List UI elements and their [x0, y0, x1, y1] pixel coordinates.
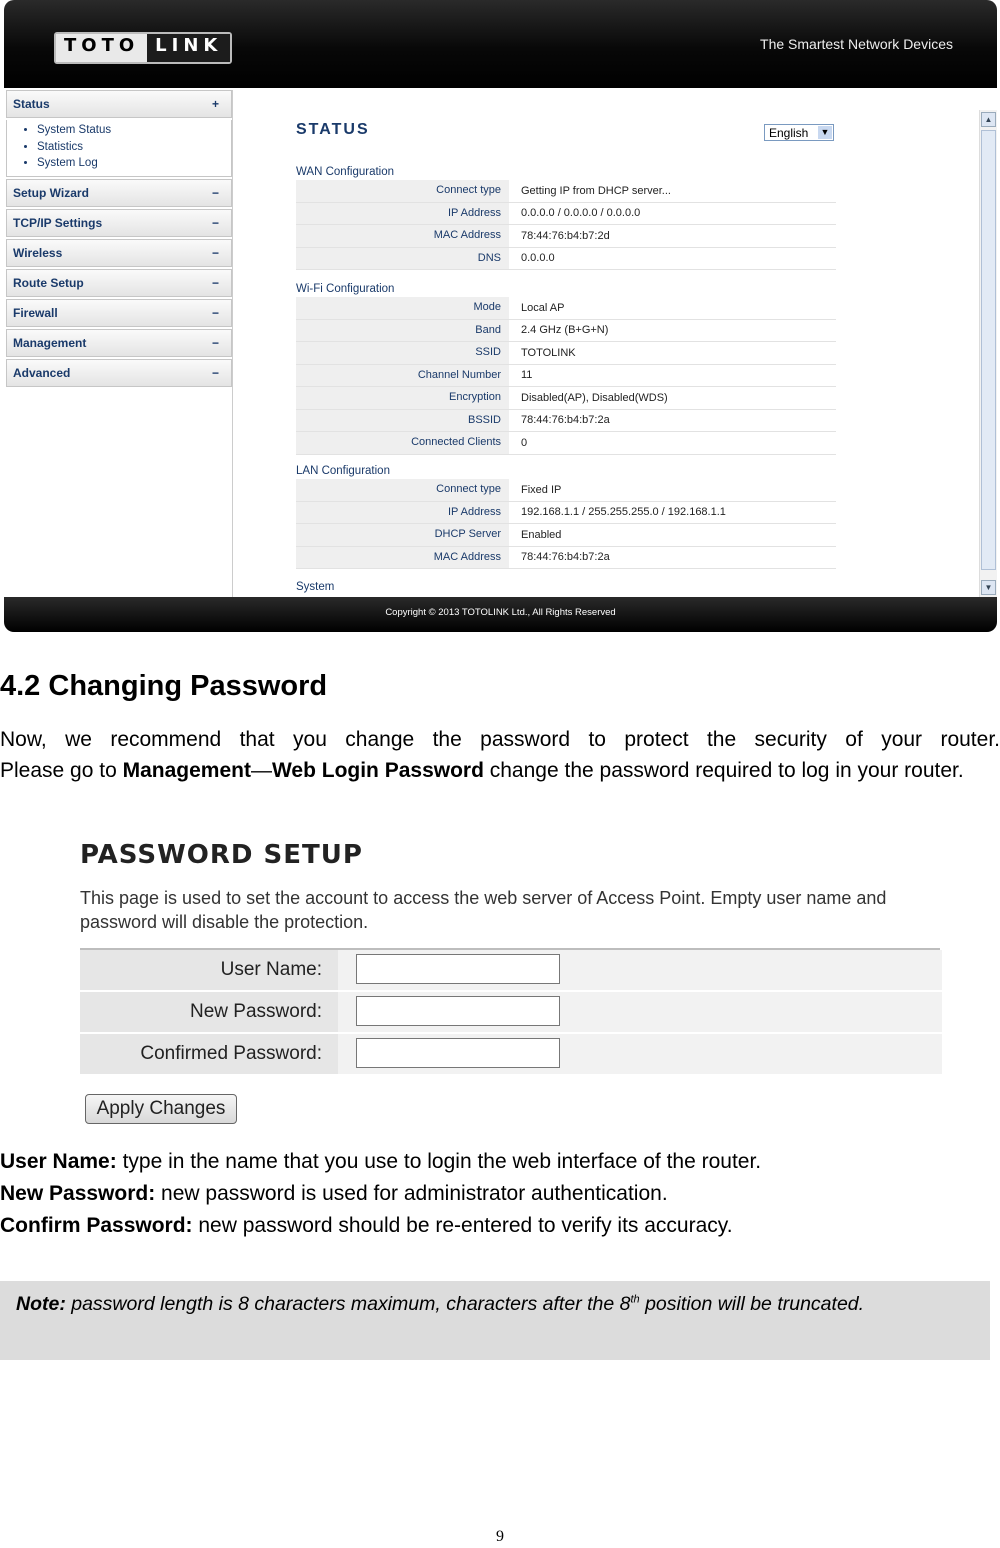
confirmed-password-label: Confirmed Password:	[80, 1034, 338, 1074]
sidebar-item-tcpip-settings[interactable]	[6, 209, 232, 237]
sidebar-item-label: Advanced	[13, 365, 71, 380]
row-key: DNS	[296, 248, 509, 270]
sidebar-item-route-setup[interactable]	[6, 269, 232, 297]
page-number: 9	[496, 1528, 504, 1545]
row-value: 2.4 GHz (B+G+N)	[521, 324, 609, 337]
status-submenu	[6, 120, 232, 177]
row-key: DHCP Server	[296, 524, 509, 546]
totolink-logo	[54, 32, 232, 64]
sidebar-item-label: Route Setup	[13, 275, 84, 290]
note-box	[0, 1281, 990, 1360]
chevron-down-icon: ▼	[818, 126, 832, 139]
def-text: type in the name that you use to login the web interface of the router.	[116, 1150, 762, 1173]
submenu-item-system-status[interactable]: • System Status	[37, 122, 231, 139]
row-value: 0.0.0.0 / 0.0.0.0 / 0.0.0.0	[521, 207, 641, 220]
table-row	[296, 180, 836, 203]
sidebar-item-label: Wireless	[13, 245, 63, 260]
scroll-up-icon[interactable]: ▲	[981, 112, 996, 127]
def-text: new password is used for administrator authentication.	[155, 1182, 668, 1205]
sidebar-item-label: Status	[13, 97, 50, 111]
intro-paragraph	[0, 724, 1000, 786]
row-value: 78:44:76:b4:b7:2a	[521, 414, 610, 427]
confirmed-password-input[interactable]	[356, 1038, 560, 1068]
row-value: Fixed IP	[521, 483, 562, 496]
table-row	[296, 524, 836, 547]
row-value: Disabled(AP), Disabled(WDS)	[521, 391, 668, 404]
username-label: User Name:	[80, 950, 338, 990]
logo-left: TOTO	[56, 34, 147, 62]
tagline: The Smartest Network Devices	[760, 36, 953, 52]
new-password-label: New Password:	[80, 992, 338, 1032]
note-sup: th	[630, 1293, 640, 1306]
note-text-1: password length is 8 characters maximum, characters after the 8	[65, 1293, 631, 1315]
table-row	[296, 248, 836, 271]
collapse-icon: −	[211, 185, 219, 200]
sidebar-item-wireless[interactable]	[6, 239, 232, 267]
definition-user-name	[0, 1146, 761, 1178]
table-row	[296, 547, 836, 570]
collapse-icon: −	[211, 335, 219, 350]
para-line-1: Now, we recommend that you change the password to protect the security of your router.	[0, 728, 1000, 751]
collapse-icon: −	[211, 245, 219, 260]
collapse-icon: −	[211, 215, 219, 230]
row-value: 192.168.1.1 / 255.255.255.0 / 192.168.1.1	[521, 506, 726, 519]
router-sidebar	[6, 90, 233, 597]
row-key: Connect type	[296, 180, 509, 202]
expand-icon: +	[211, 97, 219, 111]
apply-changes-button[interactable]: Apply Changes	[85, 1094, 237, 1124]
table-row	[296, 297, 836, 320]
router-header	[4, 0, 997, 88]
row-value: 11	[521, 369, 533, 382]
submenu-item-statistics[interactable]: • Statistics	[37, 139, 231, 156]
sidebar-item-label: Firewall	[13, 305, 58, 320]
table-row	[296, 479, 836, 502]
section-heading: 4.2 Changing Password	[0, 670, 328, 702]
logo-right: LINK	[147, 34, 230, 62]
row-key: IP Address	[296, 203, 509, 225]
def-term: User Name:	[0, 1150, 117, 1173]
table-row	[296, 387, 836, 410]
para-web-login: Web Login Password	[271, 759, 484, 782]
row-key: BSSID	[296, 410, 509, 432]
language-select[interactable]	[764, 124, 834, 141]
sidebar-item-label: TCP/IP Settings	[13, 215, 103, 230]
password-setup-description: This page is used to set the account to access the web server of Access Point. Empty user name and password will disable the protection.	[80, 888, 887, 932]
status-content	[234, 90, 979, 597]
row-key: IP Address	[296, 502, 509, 524]
form-row-username	[80, 950, 942, 992]
lan-section-title: LAN Configuration	[296, 465, 390, 477]
sidebar-item-advanced[interactable]	[6, 359, 232, 387]
sidebar-item-label: Setup Wizard	[13, 185, 89, 200]
sidebar-item-firewall[interactable]	[6, 299, 232, 327]
wifi-table	[296, 297, 836, 455]
sidebar-item-management[interactable]	[6, 329, 232, 357]
form-row-confirmed-password	[80, 1034, 942, 1076]
table-row	[296, 365, 836, 388]
note-label: Note:	[16, 1293, 66, 1315]
row-key: Connect type	[296, 479, 509, 501]
table-row	[296, 225, 836, 248]
def-term: New Password:	[0, 1182, 156, 1205]
system-section-title: System	[296, 581, 335, 593]
def-term: Confirm Password:	[0, 1214, 193, 1237]
wan-section-title: WAN Configuration	[296, 166, 395, 178]
wifi-section-title: Wi-Fi Configuration	[296, 283, 395, 295]
scroll-thumb[interactable]	[981, 130, 996, 570]
row-key: Encryption	[296, 387, 509, 409]
note-text-2: position will be truncated.	[639, 1293, 865, 1315]
row-key: MAC Address	[296, 547, 509, 569]
def-text: new password should be re-entered to verify its accuracy.	[192, 1214, 733, 1237]
language-value: English	[769, 126, 809, 140]
row-value: Local AP	[521, 301, 565, 314]
row-key: SSID	[296, 342, 509, 364]
field-cell	[338, 992, 942, 1032]
row-value: Enabled	[521, 528, 562, 541]
sidebar-item-label: Management	[13, 335, 87, 350]
table-row	[296, 432, 836, 455]
sidebar-item-status[interactable]	[6, 90, 232, 118]
para-pre: Please go to	[0, 759, 123, 782]
field-cell	[338, 1034, 942, 1074]
vertical-scrollbar[interactable]	[979, 110, 997, 597]
collapse-icon: −	[211, 275, 219, 290]
row-key: Band	[296, 320, 509, 342]
router-status-screenshot	[4, 0, 997, 632]
row-value: Getting IP from DHCP server...	[521, 184, 671, 197]
definition-confirm-password	[0, 1210, 761, 1242]
field-definitions	[0, 1146, 761, 1242]
row-value: 0.0.0.0	[521, 252, 555, 265]
table-row	[296, 502, 836, 525]
field-cell	[338, 950, 942, 990]
wan-table	[296, 180, 836, 270]
router-footer: Copyright © 2013 TOTOLINK Ltd., All Rights Reserved	[4, 597, 997, 632]
row-value: 78:44:76:b4:b7:2a	[521, 551, 610, 564]
form-row-new-password	[80, 992, 942, 1034]
row-key: Mode	[296, 297, 509, 319]
row-key: MAC Address	[296, 225, 509, 247]
password-setup-title: PASSWORD SETUP	[80, 840, 363, 870]
para-dash: —	[250, 759, 272, 782]
collapse-icon: −	[211, 305, 219, 320]
username-input[interactable]	[356, 954, 560, 984]
sidebar-item-setup-wizard[interactable]	[6, 179, 232, 207]
row-key: Connected Clients	[296, 432, 509, 454]
submenu-item-system-log[interactable]: • System Log	[37, 155, 231, 172]
password-setup-screenshot	[80, 840, 942, 1130]
note-text	[16, 1293, 864, 1316]
new-password-input[interactable]	[356, 996, 560, 1026]
row-value: 78:44:76:b4:b7:2d	[521, 229, 610, 242]
page-title: STATUS	[296, 121, 370, 138]
para-post: change the password required to log in your router.	[483, 759, 964, 782]
table-row	[296, 342, 836, 365]
row-key: Channel Number	[296, 365, 509, 387]
table-row	[296, 410, 836, 433]
scroll-down-icon[interactable]: ▼	[981, 580, 996, 595]
collapse-icon: −	[211, 365, 219, 380]
lan-table	[296, 479, 836, 569]
row-value: 0	[521, 436, 528, 449]
definition-new-password	[0, 1178, 761, 1210]
table-row	[296, 320, 836, 343]
para-management: Management	[122, 759, 251, 782]
table-row	[296, 203, 836, 226]
row-value: TOTOLINK	[521, 346, 576, 359]
